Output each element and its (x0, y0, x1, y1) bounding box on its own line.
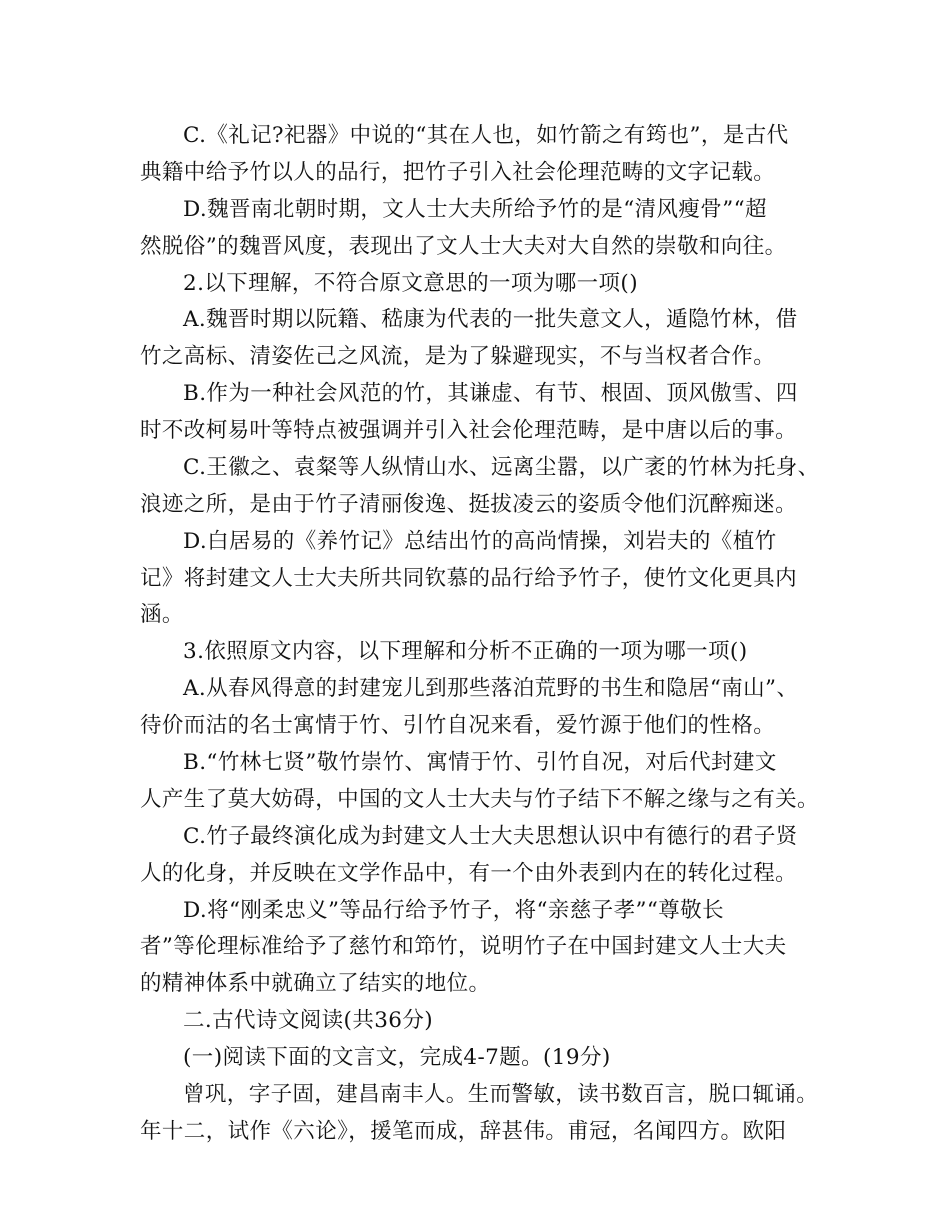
passage-line: 曾巩，字子固，建昌南丰人。生而警敏，读书数百言，脱口辄诵。 (183, 1082, 819, 1107)
text-line: 人的化身，并反映在文学作品中，有一个由外表到内在的转化过程。 (140, 861, 798, 886)
option-line: D.将“刚柔忠义”等品行给予竹子，将“亲慈子孝”“尊敬长 (183, 898, 724, 923)
question-line: 3.依照原文内容，以下理解和分析不正确的一项为哪一项() (183, 639, 748, 664)
option-line: C.竹子最终演化成为封建文人士大夫思想认识中有德行的君子贤 (183, 824, 798, 849)
text-line: 人产生了莫大妨碍，中国的文人士大夫与竹子结下不解之缘与之有关。 (140, 787, 819, 812)
option-line: A.从春风得意的封建宠儿到那些落泊荒野的书生和隐居“南山”、 (183, 676, 799, 701)
section-heading: 二.古代诗文阅读(共36分) (183, 1008, 434, 1033)
option-line: B.“竹林七贤”敬竹崇竹、寓情于竹、引竹自况，对后代封建文 (183, 750, 777, 775)
text-line: 浪迹之所，是由于竹子清丽俊逸、挺拔凌云的姿质令他们沉醉痴迷。 (140, 492, 798, 517)
text-line: 时不改柯易叶等特点被强调并引入社会伦理范畴，是中唐以后的事。 (140, 418, 798, 443)
option-line: C.王徽之、袁粲等人纵情山水、远离尘嚣，以广袤的竹林为托身、 (183, 455, 820, 480)
subsection-heading: (一)阅读下面的文言文，完成4-7题。(19分) (183, 1045, 611, 1070)
option-line: D.白居易的《养竹记》总结出竹的高尚情操，刘岩夫的《植竹 (183, 529, 777, 554)
text-line: 涵。 (140, 602, 184, 627)
passage-line: 年十二，试作《六论》，援笔而成，辞甚伟。甫冠，名闻四方。欧阳 (140, 1119, 787, 1144)
text-line: 典籍中给予竹以人的品行，把竹子引入社会伦理范畴的文字记载。 (140, 160, 776, 185)
text-line: 待价而沽的名士寓情于竹、引竹自况来看，爱竹源于他们的性格。 (140, 713, 776, 738)
text-line: D.魏晋南北朝时期，文人士大夫所给予竹的是“清风瘦骨”“超 (183, 197, 767, 222)
text-line: 竹之高标、清姿佐己之风流，是为了躲避现实，不与当权者合作。 (140, 344, 776, 369)
option-line: B.作为一种社会风范的竹，其谦虚、有节、根固、顶风傲雪、四 (183, 381, 798, 406)
text-line: 者”等伦理标准给予了慈竹和笻竹，说明竹子在中国封建文人士大夫 (140, 934, 787, 959)
text-line: C.《礼记?祀器》中说的“其在人也，如竹箭之有筠也”，是古代 (183, 123, 789, 148)
option-line: A.魏晋时期以阮籍、嵇康为代表的一批失意文人，遁隐竹林，借 (183, 307, 798, 332)
text-line: 记》将封建文人士大夫所共同钦慕的品行给予竹子，使竹文化更具内 (140, 566, 798, 591)
text-line: 然脱俗”的魏晋风度，表现出了文人士大夫对大自然的崇敬和向往。 (140, 234, 787, 259)
text-line: 的精神体系中就确立了结实的地位。 (140, 971, 491, 996)
question-line: 2.以下理解，不符合原文意思的一项为哪一项() (183, 271, 638, 296)
